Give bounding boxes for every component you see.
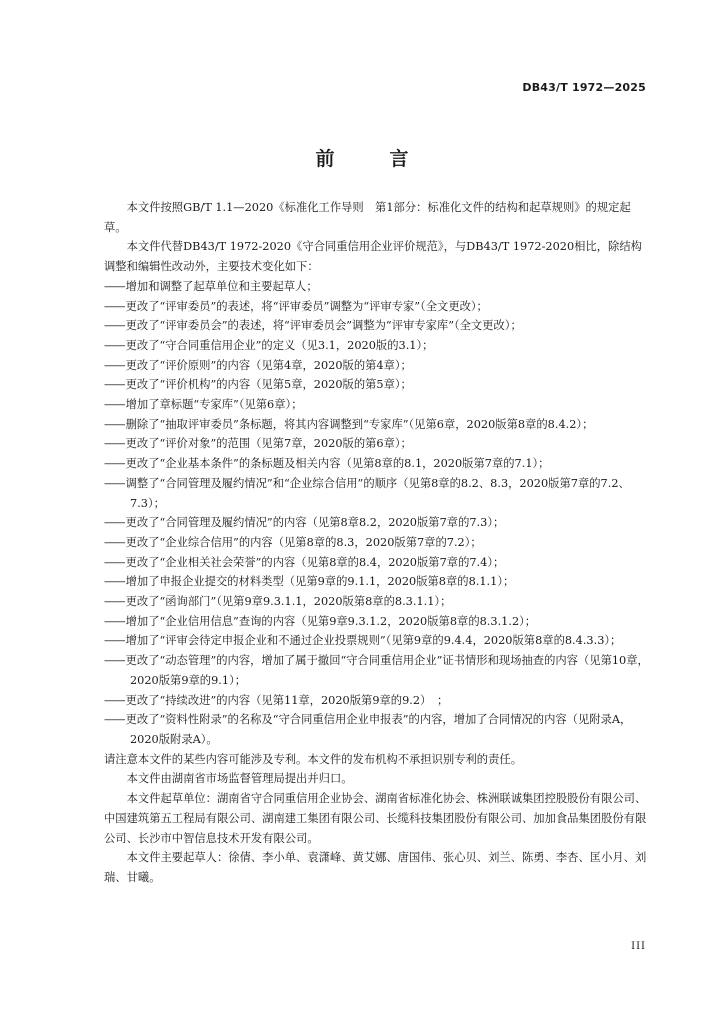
change-item: —— 调整了“合同管理及履约情况”和“企业综合信用”的顺序（见第8章的8.2、8.3，2020版第7章的7.2、7.3）； bbox=[104, 474, 652, 513]
change-item: —— 删除了“抽取评审委员”条标题，将其内容调整到“专家库”（见第6章，2020版第8章的8.4.2）； bbox=[104, 415, 652, 435]
change-item: —— 增加了“企业信用信息”查询的内容（见第9章9.3.1.2，2020版第8章的8.3.1.2）； bbox=[104, 612, 652, 632]
intro-paragraph: 本文件按照GB/T 1.1—2020《标准化工作导则 第1部分：标准化文件的结构和起草规则》的规定起草。 bbox=[104, 201, 631, 234]
change-item: —— 更改了“合同管理及履约情况”的内容（见第8章8.2，2020版第7章的7.3）； bbox=[104, 513, 652, 533]
change-item: —— 更改了“企业综合信用”的内容（见第8章的8.3，2020版第7章的7.2）； bbox=[104, 533, 652, 553]
change-item: —— 增加和调整了起草单位和主要起草人； bbox=[104, 277, 652, 297]
change-item: —— 更改了“评价对象”的范围（见第7章，2020版的第6章）； bbox=[104, 434, 652, 454]
change-item: —— 更改了“评审委员”的表述，将“评审委员”调整为“评审专家”（全文更改）； bbox=[104, 297, 652, 317]
change-item: —— 更改了“资料性附录”的名称及“守合同重信用企业申报表”的内容，增加了合同情况的内容（见附录A，2020版附录A）。 bbox=[104, 710, 652, 749]
drafters: 本文件主要起草人：徐倩、李小单、袁潇峰、黄艾娜、唐国伟、张心贝、刘兰、陈勇、李杏、匡小月、刘瑞、甘曦。 bbox=[104, 851, 647, 884]
foreword-body bbox=[104, 198, 652, 888]
change-item: —— 更改了“持续改进”的内容（见第11章，2020版第9章的9.2） ； bbox=[104, 691, 652, 711]
change-item: —— 更改了“评审委员会”的表述，将“评审委员会”调整为“评审专家库”（全文更改）； bbox=[104, 316, 652, 336]
proposer-statement: 本文件由湖南省市场监督管理局提出并归口。 bbox=[126, 772, 353, 786]
change-item: —— 更改了“守合同重信用企业”的定义（见3.1，2020版的3.1）； bbox=[104, 336, 652, 356]
change-item: —— 增加了申报企业提交的材料类型（见第9章的9.1.1，2020版第8章的8.1.1）； bbox=[104, 572, 652, 592]
change-item: —— 更改了“函询部门”（见第9章9.3.1.1，2020版第8章的8.3.1.1）； bbox=[104, 592, 652, 612]
change-item: —— 增加了“评审会待定申报企业和不通过企业投票规则”（见第9章的9.4.4，2020版第8章的8.4.3.3）； bbox=[104, 631, 652, 651]
change-item: —— 增加了章标题“专家库”（见第6章）； bbox=[104, 395, 652, 415]
intro-paragraph: 本文件代替DB43/T 1972-2020《守合同重信用企业评价规范》，与DB43/T 1972-2020相比，除结构调整和编辑性改动外，主要技术变化如下： bbox=[104, 240, 642, 274]
document-code: DB43/T 1972—2025 bbox=[522, 81, 646, 94]
change-item: —— 更改了“评价机构”的内容（见第5章，2020版的第5章）； bbox=[104, 375, 652, 395]
change-item: —— 更改了“企业基本条件”的条标题及相关内容（见第8章的8.1，2020版第7章的7.1）； bbox=[104, 454, 652, 474]
change-item: —— 更改了“企业相关社会荣誉”的内容（见第8章的8.4，2020版第7章的7.4）； bbox=[104, 553, 652, 573]
patent-notice: 请注意本文件的某些内容可能涉及专利。本文件的发布机构不承担识别专利的责任。 bbox=[104, 752, 522, 766]
page-number: III bbox=[631, 941, 646, 952]
change-item: —— 更改了“动态管理”的内容，增加了属于撤回“守合同重信用企业”证书情形和现场抽查的内容（见第10章，2020版第9章的9.1）； bbox=[104, 651, 652, 690]
change-item: —— 更改了“评价原则”的内容（见第4章，2020版的第4章）； bbox=[104, 356, 652, 376]
page-title: 前 言 bbox=[315, 148, 427, 170]
drafting-organizations: 本文件起草单位：湖南省守合同重信用企业协会、湖南省标准化协会、株洲联诚集团控股股份有限公司、中国建筑第五工程局有限公司、湖南建工集团有限公司、长缆科技集团股份有限公司、加加食品集团股份有限公司、长沙市中智信息技术开发有限公司。 bbox=[104, 792, 647, 845]
changes-list bbox=[104, 277, 652, 750]
